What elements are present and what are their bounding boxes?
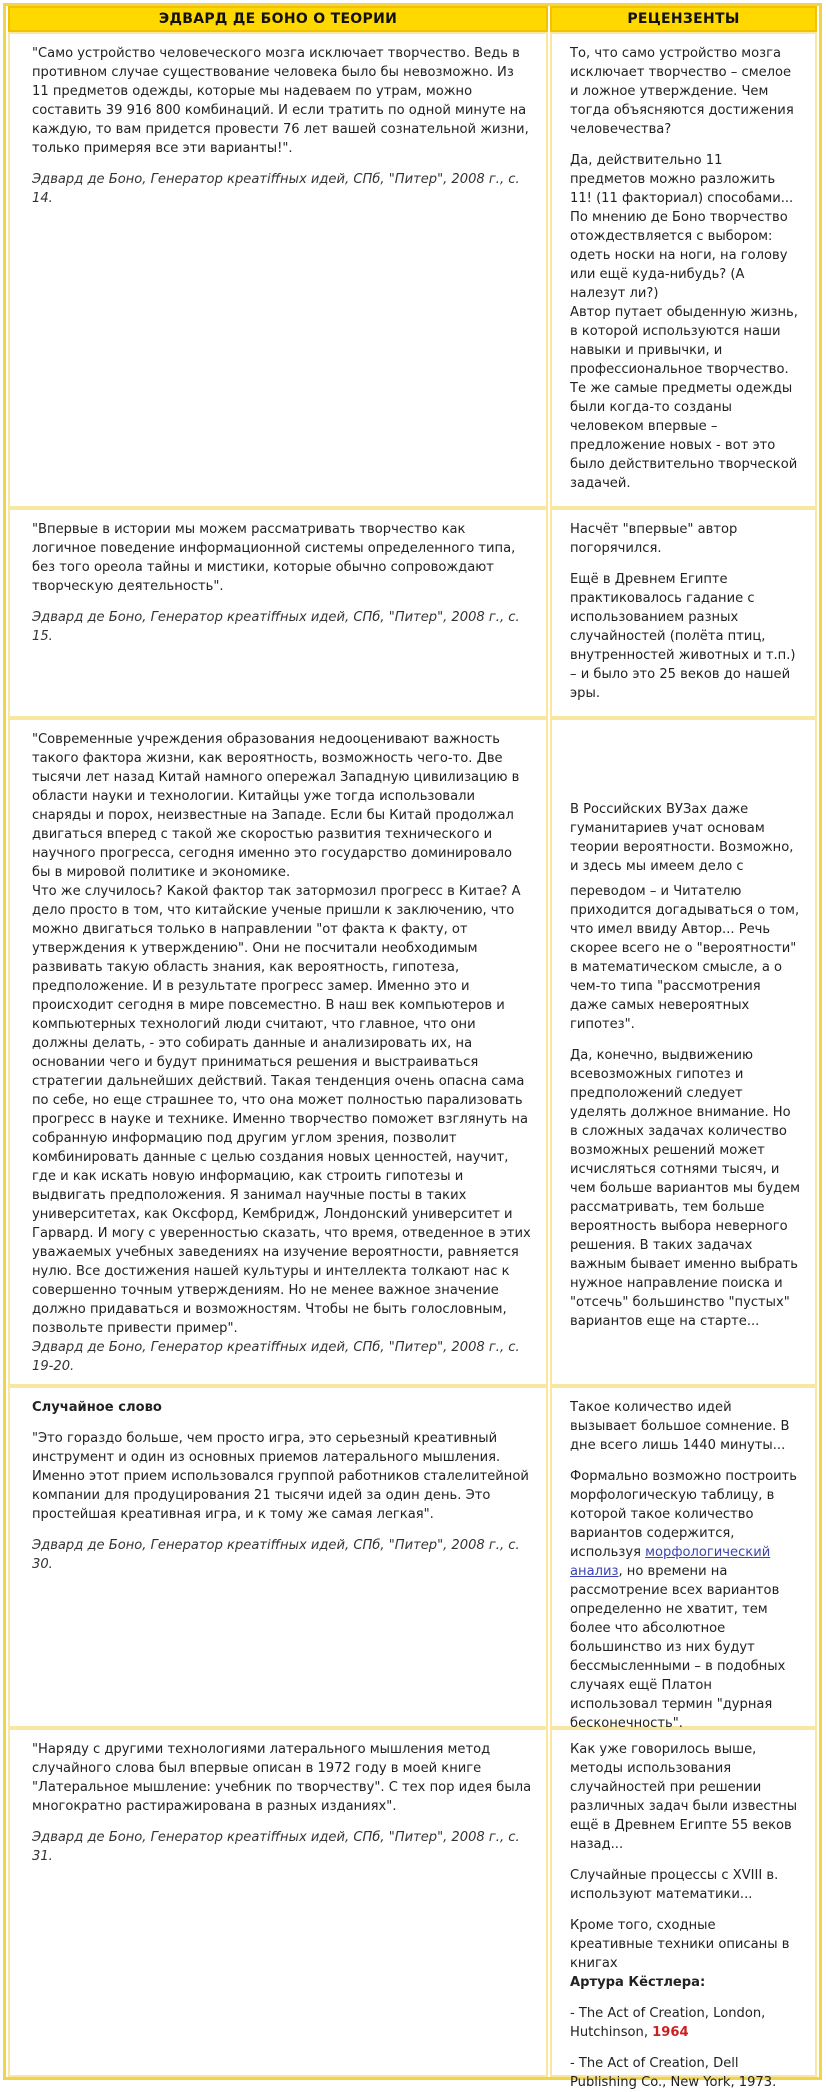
theory-quote: "Впервые в истории мы можем рассматривать творчество как логичное поведение информационной системы определенного типа, без того ореола тайны и мистики, которые обычно сопровождают творческую деятельность". bbox=[32, 522, 516, 594]
review-paragraph: Такое количество идей вызывает большое сомнение. В дне всего лишь 1440 минуты... bbox=[570, 1400, 790, 1453]
table-row bbox=[6, 718, 819, 1386]
theory-quote: "Это гораздо больше, чем просто игра, это серьезный креативный инструмент и один из основных приемов латерального мышления. Именно этот прием использовался группой работников сталелитейной компании для продуцирования 21 тысячи идей за один день. Это простейшая креативная игра, и к тому же самая легкая". bbox=[32, 1431, 529, 1522]
book-year: 1964 bbox=[652, 2025, 689, 2040]
review-paragraph: Случайные процессы с XVIII в. используют математики... bbox=[570, 1868, 779, 1902]
review-text: , но времени на рассмотрение всех вариантов определенно не хватит, тем более что абсолютное большинство из них будут бессмысленными – в подобных случаях ещё Платон использовал термин "дурная бесконечность". bbox=[570, 1564, 786, 1731]
review-cell bbox=[550, 32, 817, 508]
theory-cell bbox=[8, 32, 548, 508]
theory-quote: Что же случилось? Какой фактор так затормозил прогресс в Китае? А дело просто в том, что китайские ученые пришли к заключению, что можно двигаться только в направлении "от факта к факту, от утверждения к утверждению". Они не посчитали необходимым развивать такую область знания, как вероятность, гипотеза, предположение. И в результате прогресс замер. Именно это и происходит сегодня в мире повсеместно. В наш век компьютеров и компьютерных технологий люди считают, что главное, что они должны делать, - это собирать данные и анализировать их, на основании чего и будут приниматься решения и выстраиваться стратегии дальнейших действий. Такая тенденция очень опасна сама по себе, но еще страшнее то, что она может полностью парализовать прогресс в науке и технике. Именно творчество поможет взглянуть на собранную информацию под другим углом зрения, позволит комбинировать данные с целью создания новых ценностей, научит, где и как искать новую информацию, как строить гипотезы и выдвигать предположения. Я занимал научные посты в таких университетах, как Оксфорд, Кембридж, Лондонский университет и Гарвард. И могу с уверенностью сказать, что время, отведенное в этих уважаемых учебных заведениях на изучение вероятности, равняется нулю. Все достижения нашей культуры и интеллекта толкают нас к совершенно точным утверждениям. Но не менее важное значение должно придаваться и возможностям. Чтобы не быть голословным, позвольте привести пример". bbox=[32, 884, 531, 1336]
theory-source: Эдвард де Боно, Генератор креатiffных идей, СПб, "Питер", 2008 г., с. 30. bbox=[32, 1538, 520, 1572]
review-table bbox=[3, 3, 822, 2090]
review-paragraph: В Российских ВУЗах даже гуманитариев учат основам теории вероятности. Возможно, и здесь мы имеем дело с bbox=[570, 802, 794, 874]
review-paragraph: переводом – и Читателю приходится догадываться о том, что имел ввиду Автор... Речь скорее всего не о "вероятности" в математическом смысле, а о чем-то типа "рассмотрения даже самых невероятных гипотез". bbox=[570, 884, 800, 1032]
review-paragraph: Как уже говорилось выше, методы использования случайностей при решении различных задач были известны ещё в Древнем Египте 55 веков назад... bbox=[570, 1742, 798, 1852]
review-text: Формально возможно построить морфологическую таблицу, в которой такое количество вариантов содержится, используя bbox=[570, 1469, 797, 1560]
review-paragraph: Ещё в Древнем Египте практиковалось гадание с использованием разных случайностей (полёта птиц, внутренностей животных и т.п.) – и было это 25 веков до нашей эры. bbox=[570, 572, 796, 701]
table-row bbox=[6, 508, 819, 718]
review-paragraph bbox=[570, 1467, 801, 1733]
table-row bbox=[6, 32, 819, 508]
review-paragraph: Насчёт "впервые" автор погорячился. bbox=[570, 522, 738, 556]
theory-quote: "Наряду с другими технологиями латерального мышления метод случайного слова был впервые описан в 1972 году в моей книге "Латеральное мышление: учебник по творчеству". С тех пор идея была многократно растиражирована в разных изданиях". bbox=[32, 1742, 532, 1814]
review-paragraph: Кроме того, сходные креативные техники описаны в книгах bbox=[570, 1918, 790, 1971]
theory-quote: "Современные учреждения образования недооценивают важность такого фактора жизни, как вероятность, возможность чего-то. Две тысячи лет назад Китай намного опережал Западную цивилизацию в области науки и технологии. Китайцы уже тогда использовали снаряды и порох, неизвестные на Западе. Если бы Китай продолжал двигаться вперед с такой же скоростью развития технического и научного прогресса, сегодня именно это государство доминировало бы в мировой политике и экономике. bbox=[32, 732, 520, 880]
table-row bbox=[6, 1728, 819, 2090]
theory-source: Эдвард де Боно, Генератор креатiffных идей, СПб, "Питер", 2008 г., с. 19-20. bbox=[32, 1340, 520, 1374]
theory-source: Эдвард де Боно, Генератор креатiffных идей, СПб, "Питер", 2008 г., с. 14. bbox=[32, 172, 520, 206]
table-row bbox=[6, 1386, 819, 1731]
author-name: Артура Кёстлера: bbox=[570, 1975, 706, 1990]
book-reference: - The Act of Creation, Dell Publishing Co., New York, 1973. bbox=[570, 2056, 777, 2090]
section-heading: Случайное слово bbox=[32, 1400, 162, 1415]
review-cell bbox=[550, 1728, 817, 2090]
header-right: РЕЦЕНЗЕНТЫ bbox=[550, 6, 817, 32]
review-paragraph: Да, действительно 11 предметов можно разложить 11! (11 факториал) способами... По мнению де Боно творчество отождествляется с выбором: одеть носки на ноги, на голову или ещё куда-нибудь? (А налезут ли?) bbox=[570, 153, 794, 301]
theory-source: Эдвард де Боно, Генератор креатiffных идей, СПб, "Питер", 2008 г., с. 15. bbox=[32, 610, 520, 644]
book-title: - The Act of Creation, London, Hutchinson, bbox=[570, 2006, 766, 2040]
review-cell bbox=[550, 718, 817, 1386]
review-paragraph: Автор путает обыденную жизнь, в которой используются наши навыки и привычки, и профессиональное творчество. Те же самые предметы одежды были когда-то созданы человеком впервые – предложение новых - вот это было действительно творческой задачей. bbox=[570, 305, 798, 491]
theory-source: Эдвард де Боно, Генератор креатiffных идей, СПб, "Питер", 2008 г., с. 31. bbox=[32, 1830, 520, 1864]
review-cell bbox=[550, 1386, 817, 1731]
review-cell bbox=[550, 508, 817, 718]
theory-cell bbox=[8, 718, 548, 1386]
review-paragraph: То, что само устройство мозга исключает творчество – смелое и ложное утверждение. Чем тогда объясняются достижения человечества? bbox=[570, 46, 794, 137]
review-paragraph: Да, конечно, выдвижению всевозможных гипотез и предположений следует уделять должное внимание. Но в сложных задачах количество возможных решений может исчисляться сотнями тысяч, и чем больше вариантов мы будем рассматривать, тем больше вероятность выбора неверного решения. В таких задачах важным бывает именно выбрать нужное направление поиска и "отсечь" большинство "пустых" вариантов еще на старте... bbox=[570, 1048, 801, 1329]
morphological-analysis-link[interactable]: морфологический анализ bbox=[570, 1545, 771, 1579]
theory-cell bbox=[8, 1728, 548, 2077]
header-left: ЭДВАРД ДЕ БОНО О ТЕОРИИ bbox=[8, 6, 548, 32]
theory-cell bbox=[8, 1386, 548, 1728]
theory-cell bbox=[8, 508, 548, 718]
table-header bbox=[6, 6, 819, 32]
theory-quote: "Само устройство человеческого мозга исключает творчество. Ведь в противном случае существование человека было бы невозможно. Из 11 предметов одежды, которые мы надеваем по утрам, можно составить 39 916 800 комбинаций. И если тратить по одной минуте на каждую, то вам придется провести 76 лет вашей сознательной жизни, только примеряя все эти варианты!". bbox=[32, 46, 529, 156]
book-reference bbox=[570, 2004, 801, 2042]
